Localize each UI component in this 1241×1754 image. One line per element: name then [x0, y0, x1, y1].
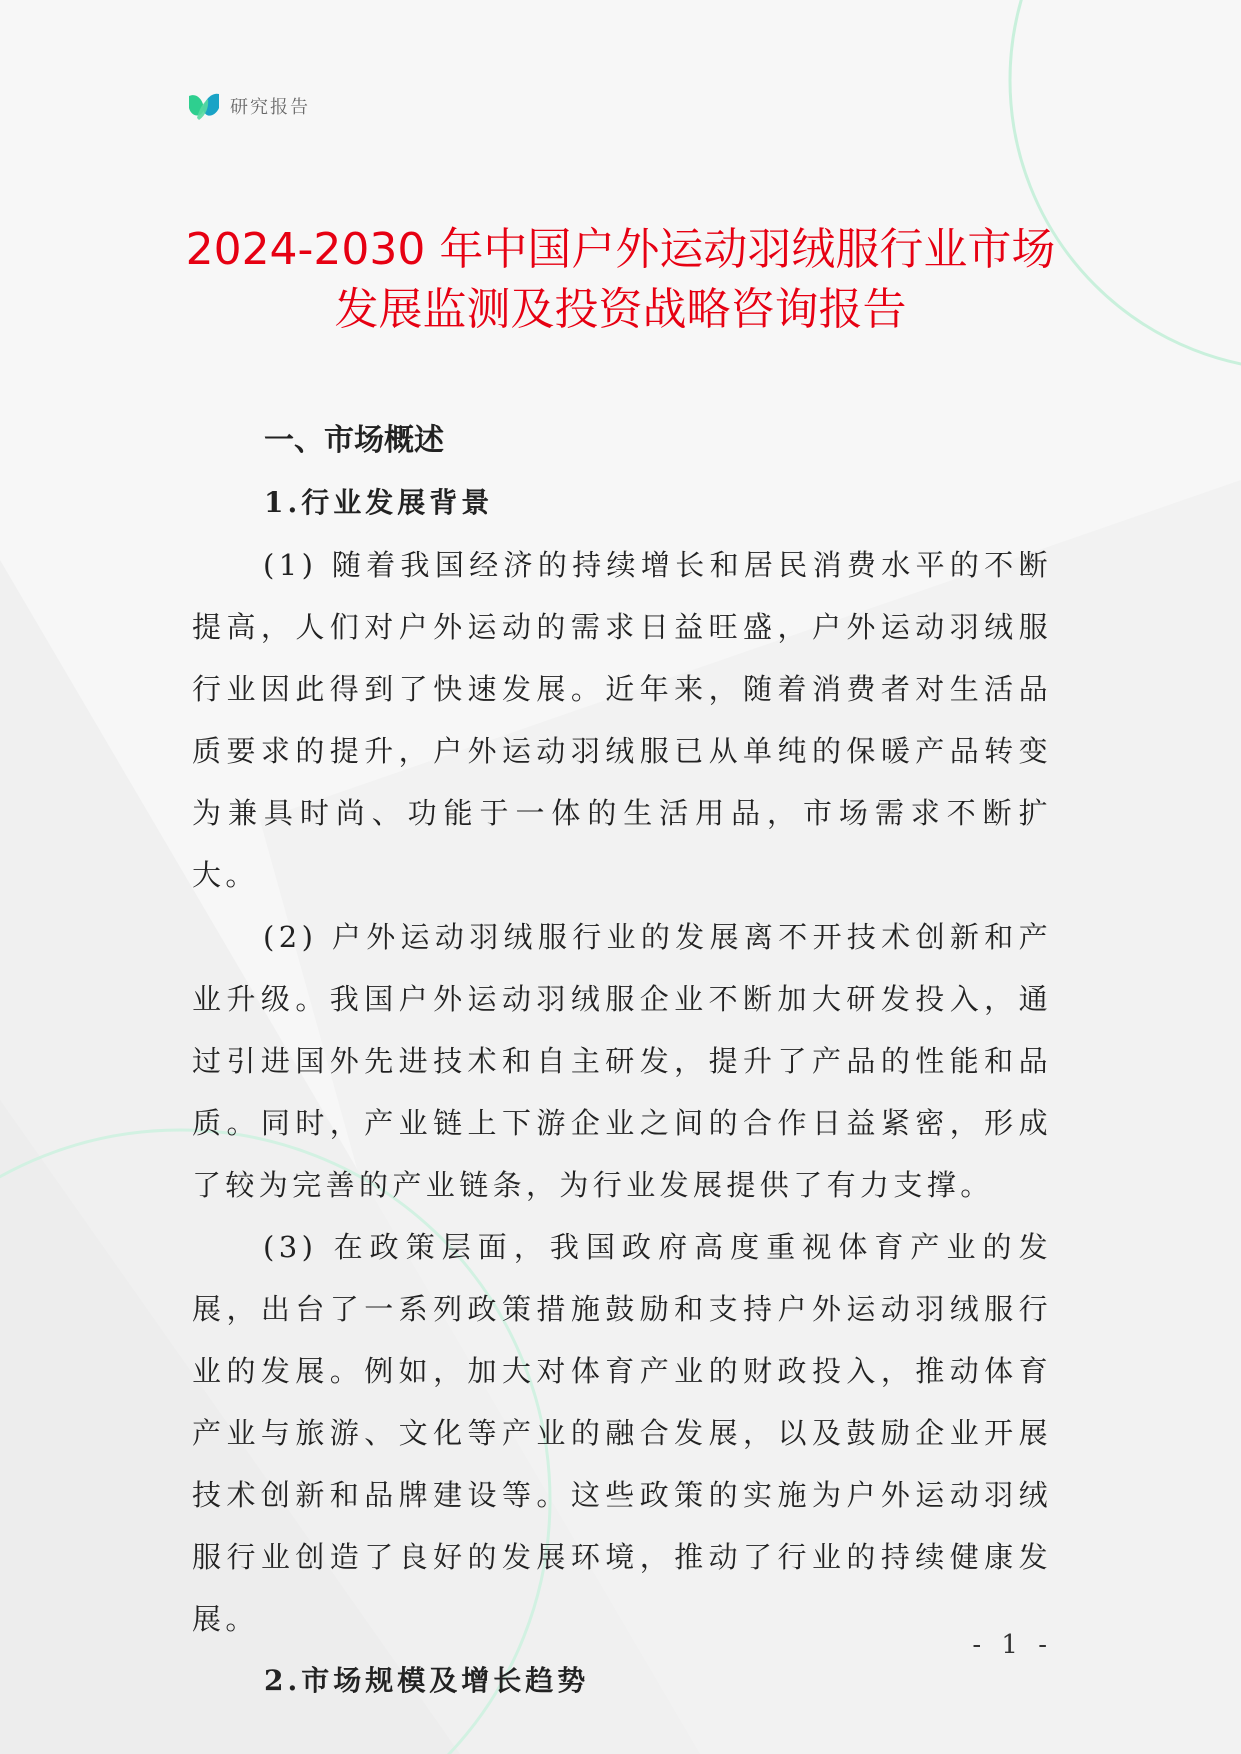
document-title	[120, 220, 1121, 340]
document-body	[192, 410, 1052, 1712]
header-label: 研究报告	[230, 97, 310, 118]
paragraph-1: (1) 随着我国经济的持续增长和居民消费水平的不断提高，人们对户外运动的需求日益旺盛，户外运动羽绒服行业因此得到了快速发展。近年来，随着消费者对生活品质要求的提升，户外运动羽绒服已从单纯的保暖产品转变为兼具时尚、功能于一体的生活用品，市场需求不断扩大。	[192, 548, 1052, 892]
page-number: - 1 -	[972, 1630, 1053, 1660]
title-line-1: 2024-2030 年中国户外运动羽绒服行业市场	[185, 224, 1056, 275]
subsection-heading-industry-background: 1.行业发展背景	[264, 486, 494, 519]
title-line-2: 发展监测及投资战略咨询报告	[334, 284, 907, 335]
paragraph-3: (3) 在政策层面，我国政府高度重视体育产业的发展，出台了一系列政策措施鼓励和支持户外运动羽绒服行业的发展。例如，加大对体育产业的财政投入，推动体育产业与旅游、文化等产业的融合发展，以及鼓励企业开展技术创新和品牌建设等。这些政策的实施为户外运动羽绒服行业创造了良好的发展环境，推动了行业的持续健康发展。	[192, 1230, 1052, 1636]
section-heading-market-overview: 一、市场概述	[264, 423, 444, 458]
subsection-heading-market-size: 2.市场规模及增长趋势	[264, 1664, 590, 1697]
paragraph-2: (2) 户外运动羽绒服行业的发展离不开技术创新和产业升级。我国户外运动羽绒服企业不断加大研发投入，通过引进国外先进技术和自主研发，提升了产品的性能和品质。同时，产业链上下游企业之间的合作日益紧密，形成了较为完善的产业链条，为行业发展提供了有力支撑。	[192, 920, 1052, 1202]
leaf-logo-icon	[186, 88, 222, 124]
header-logo	[186, 88, 310, 124]
